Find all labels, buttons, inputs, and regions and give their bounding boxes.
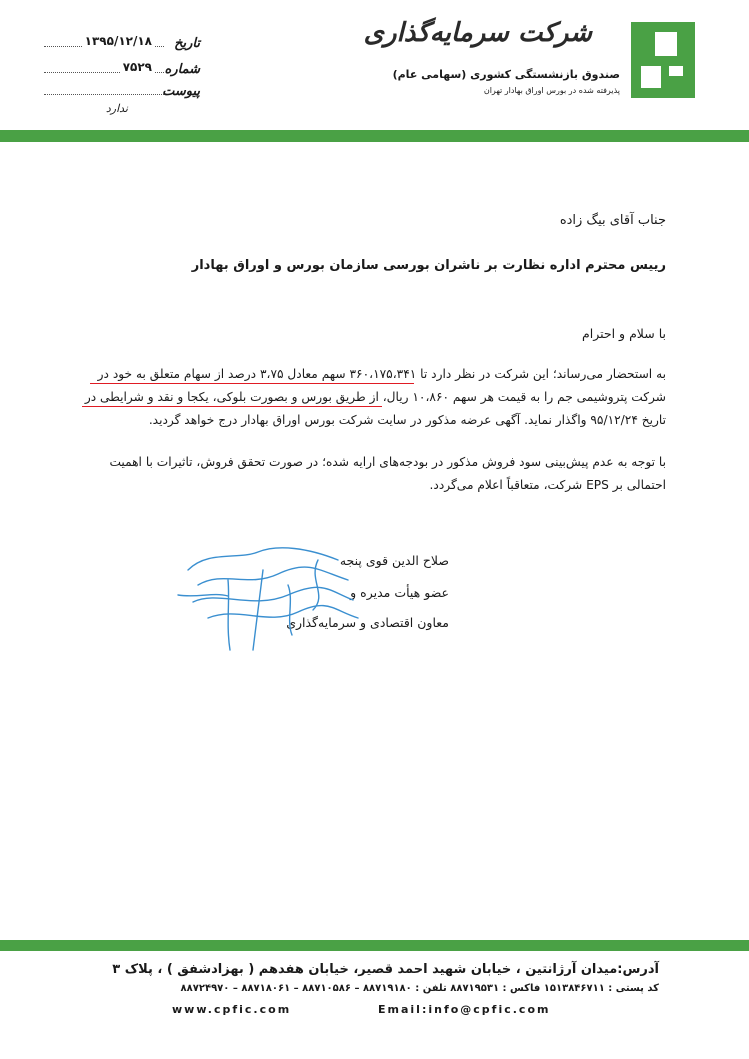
paragraph-1 xyxy=(66,363,666,432)
signer-name: صلاح الدین قوی پنجه xyxy=(339,553,449,568)
paragraph-1-line: به استحضار می‌رساند؛ این شرکت در نظر دارد تا ۳۶۰،۱۷۵،۳۴۱ سهم معادل ۳،۷۵ درصد از سهام متعلق به خود در xyxy=(97,367,666,381)
recipient-title: رییس محترم اداره نظارت بر ناشران بورسی سازمان بورس و اوراق بهادار xyxy=(191,258,666,273)
company-note: پذیرفته شده در بورس اوراق بهادار تهران xyxy=(483,86,620,95)
paragraph-2 xyxy=(66,451,666,497)
attachment-value: ندارد xyxy=(105,102,128,115)
attachment-label: پیوست xyxy=(162,84,200,99)
paragraph-1-line: شرکت پتروشیمی جم را به قیمت هر سهم ۱۰،۸۶۰ ریال، از طریق بورس و بصورت بلوکی، یکجا و نقد و شرایطی در xyxy=(84,390,666,404)
attachment-dots xyxy=(44,94,164,95)
signer-role-1: عضو هیأت مدیره و xyxy=(350,585,449,600)
highlight-underline xyxy=(90,383,414,384)
recipient: جناب آقای بیگ زاده xyxy=(559,213,666,228)
date-field xyxy=(40,36,200,54)
company-subtitle: صندوق بازنشستگی کشوری (سهامی عام) xyxy=(392,68,620,81)
company-name: شرکت سرمایه‌گذاری xyxy=(363,18,592,48)
header-band xyxy=(0,130,749,142)
paragraph-1-line: تاریخ ۹۵/۱۲/۲۴ واگذار نماید. آگهی عرضه مذکور در سایت شرکت بورس اوراق بهادار درج خواهد گردید. xyxy=(148,413,666,427)
number-value: ۷۵۲۹ xyxy=(122,60,152,74)
paragraph-2-line: احتمالی بر EPS شرکت، متعاقباً اعلام می‌گردد. xyxy=(429,478,666,492)
date-value: ۱۳۹۵/۱۲/۱۸ xyxy=(84,34,152,48)
footer-band xyxy=(0,940,749,951)
number-label: شماره xyxy=(164,62,200,77)
footer-website: www.cpfic.com xyxy=(172,1003,292,1016)
date-label: تاریخ xyxy=(174,36,200,51)
attachment-field xyxy=(40,84,200,115)
footer-address: آدرس:میدان آرژانتین ، خیابان شهید احمد قصیر، خیابان هفدهم ( بهزادشفق ) ، پلاک ۳ xyxy=(112,962,659,977)
greeting: با سلام و احترام xyxy=(582,326,666,341)
company-logo-icon xyxy=(631,22,695,98)
footer-phones: کد پستی : ۱۵۱۳۸۴۶۷۱۱ فاکس : ۸۸۷۱۹۵۳۱ تلفن : ۸۸۷۱۹۱۸۰ – ۸۸۷۱۰۵۸۶ – ۸۸۷۱۸۰۶۱ – ۸۸۷۲۴۹۷۰ xyxy=(180,983,659,994)
footer-email: Email:info@cpfic.com xyxy=(378,1003,551,1016)
paragraph-2-line: با توجه به عدم پیش‌بینی سود فروش مذکور در بودجه‌های ارایه شده؛ در صورت تحقق فروش، تاثیرات با اهمیت xyxy=(109,455,666,469)
highlight-underline xyxy=(82,406,382,407)
number-field xyxy=(40,62,200,80)
signature-stamp-icon xyxy=(168,540,368,660)
signer-role-2: معاون اقتصادی و سرمایه‌گذاری xyxy=(286,615,449,630)
